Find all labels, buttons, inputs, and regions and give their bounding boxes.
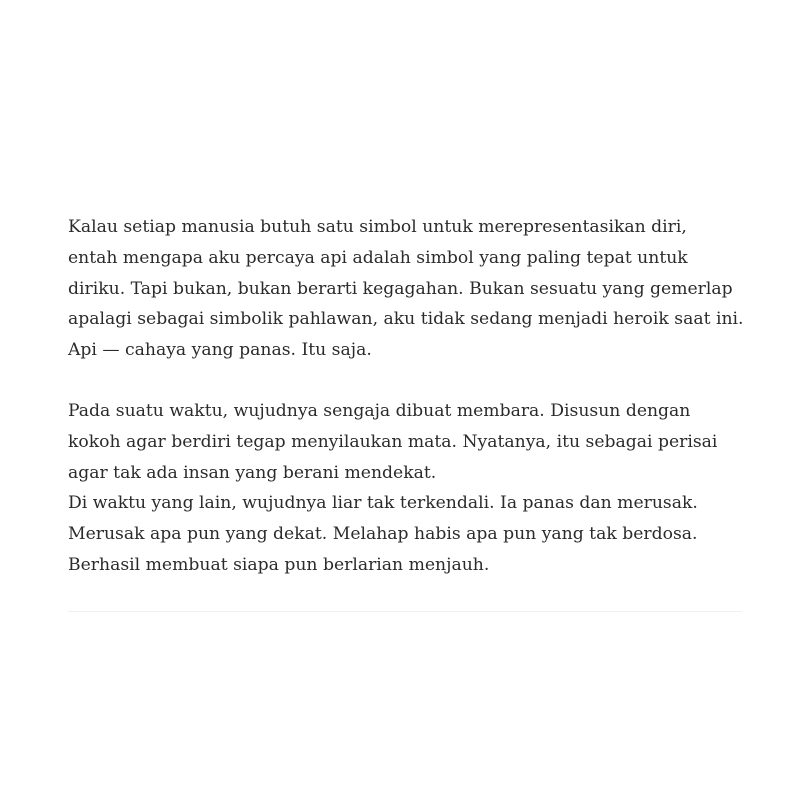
paragraph-2 — [68, 396, 748, 581]
text-line: entah mengapa aku percaya api adalah simbol yang paling tepat untuk — [68, 247, 688, 268]
section-divider — [68, 611, 742, 612]
text-line: Kalau setiap manusia butuh satu simbol untuk merepresentasikan diri, — [68, 217, 687, 237]
text-line: diriku. Tapi bukan, bukan berarti kegagahan. Bukan sesuatu yang gemerlap — [68, 278, 733, 299]
text-line: Berhasil membuat siapa pun berlarian menjauh. — [68, 554, 490, 575]
article-body — [68, 212, 748, 581]
text-line: kokoh agar berdiri tegap menyilaukan mata. Nyatanya, itu sebagai perisai — [68, 431, 718, 452]
text-line: Pada suatu waktu, wujudnya sengaja dibuat membara. Disusun dengan — [68, 400, 691, 421]
text-line: Api — cahaya yang panas. Itu saja. — [68, 340, 372, 361]
text-line: apalagi sebagai simbolik pahlawan, aku tidak sedang menjadi heroik saat ini. — [68, 309, 744, 330]
text-line: agar tak ada insan yang berani mendekat. — [68, 462, 437, 483]
text-line: Di waktu yang lain, wujudnya liar tak terkendali. Ia panas dan merusak. — [68, 493, 698, 514]
paragraph-1 — [68, 212, 748, 366]
text-line: Merusak apa pun yang dekat. Melahap habis apa pun yang tak berdosa. — [68, 524, 698, 545]
